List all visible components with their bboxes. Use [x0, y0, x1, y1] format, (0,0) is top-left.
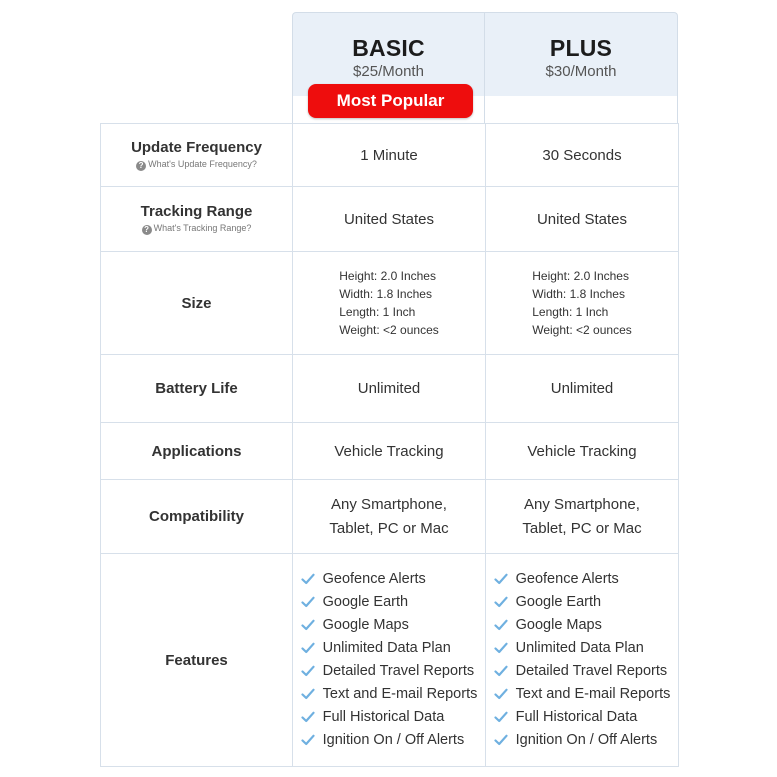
feature-item	[301, 729, 478, 752]
row-label-update-frequency	[101, 124, 293, 187]
feature-label: Text and E-mail Reports	[515, 686, 671, 702]
plan-price-basic: $25/Month	[353, 63, 424, 80]
feature-label: Ignition On / Off Alerts	[515, 732, 658, 748]
size-line: Length: 1 Inch	[339, 305, 416, 319]
size-line: Height: 2.0 Inches	[532, 269, 629, 283]
comparison-table	[100, 123, 679, 767]
help-link-update-frequency[interactable]	[101, 159, 292, 171]
table-row-compatibility	[101, 480, 679, 554]
help-link-text[interactable]: What's Update Frequency?	[148, 159, 257, 169]
feature-label: Unlimited Data Plan	[515, 640, 644, 656]
row-label-text: Update Frequency	[131, 139, 262, 156]
feature-item	[301, 614, 478, 637]
size-list-basic	[339, 267, 439, 339]
cell-basic-size	[293, 252, 486, 355]
cell-plus-size	[486, 252, 679, 355]
cell-basic-applications: Vehicle Tracking	[293, 423, 486, 480]
cell-plus-update-frequency: 30 Seconds	[486, 124, 679, 187]
cell-plus-features	[486, 554, 679, 767]
table-row-update-frequency	[101, 124, 679, 187]
compatibility-line: Tablet, PC or Mac	[329, 519, 449, 537]
help-link-text[interactable]: What's Tracking Range?	[153, 223, 252, 233]
feature-item	[301, 637, 478, 660]
feature-item	[301, 683, 478, 706]
row-label-size: Size	[101, 252, 293, 355]
feature-item	[494, 683, 671, 706]
plan-name-basic: BASIC	[352, 35, 425, 61]
row-label-applications: Applications	[101, 423, 293, 480]
size-line: Width: 1.8 Inches	[532, 287, 625, 301]
checkmark-icon	[494, 665, 508, 677]
help-link-tracking-range[interactable]	[101, 223, 292, 235]
cell-plus-compatibility	[486, 480, 679, 554]
feature-item	[301, 568, 478, 591]
feature-item	[494, 660, 671, 683]
checkmark-icon	[301, 734, 315, 746]
feature-item	[494, 729, 671, 752]
table-row-battery-life	[101, 355, 679, 423]
feature-list-basic	[301, 568, 478, 752]
cell-basic-features	[293, 554, 486, 767]
checkmark-icon	[494, 573, 508, 585]
table-row-tracking-range	[101, 187, 679, 252]
table-row-applications	[101, 423, 679, 480]
checkmark-icon	[301, 665, 315, 677]
row-label-battery-life: Battery Life	[101, 355, 293, 423]
feature-label: Unlimited Data Plan	[322, 640, 451, 656]
feature-item	[494, 706, 671, 729]
question-circle-icon: ?	[136, 161, 146, 171]
plan-name-plus: PLUS	[549, 35, 613, 61]
cell-basic-update-frequency: 1 Minute	[293, 124, 486, 187]
size-line: Length: 1 Inch	[532, 305, 609, 319]
feature-label: Google Earth	[515, 594, 602, 610]
plan-price-plus: $30/Month	[545, 63, 617, 80]
cell-basic-battery-life: Unlimited	[293, 355, 486, 423]
row-label-text: Tracking Range	[140, 203, 253, 220]
checkmark-icon	[494, 711, 508, 723]
feature-label: Google Earth	[322, 594, 409, 610]
feature-label: Geofence Alerts	[515, 571, 619, 587]
feature-item	[494, 568, 671, 591]
cell-plus-battery-life: Unlimited	[486, 355, 679, 423]
row-label-tracking-range	[101, 187, 293, 252]
feature-item	[301, 660, 478, 683]
checkmark-icon	[494, 619, 508, 631]
feature-label: Full Historical Data	[322, 709, 445, 725]
feature-item	[494, 637, 671, 660]
feature-label: Detailed Travel Reports	[515, 663, 668, 679]
feature-item	[494, 614, 671, 637]
feature-label: Ignition On / Off Alerts	[322, 732, 465, 748]
cell-plus-applications: Vehicle Tracking	[486, 423, 679, 480]
cell-basic-compatibility	[293, 480, 486, 554]
feature-item	[301, 706, 478, 729]
checkmark-icon	[494, 734, 508, 746]
table-row-size	[101, 252, 679, 355]
checkmark-icon	[494, 642, 508, 654]
question-circle-icon: ?	[142, 225, 152, 235]
checkmark-icon	[301, 619, 315, 631]
checkmark-icon	[494, 596, 508, 608]
badge-strip-plus	[485, 96, 678, 124]
most-popular-badge: Most Popular	[308, 84, 473, 118]
table-row-features	[101, 554, 679, 767]
checkmark-icon	[301, 688, 315, 700]
row-label-compatibility: Compatibility	[101, 480, 293, 554]
checkmark-icon	[301, 596, 315, 608]
compatibility-line: Any Smartphone,	[524, 495, 640, 513]
cell-basic-tracking-range: United States	[293, 187, 486, 252]
checkmark-icon	[494, 688, 508, 700]
size-list-plus	[532, 267, 632, 339]
feature-item	[494, 591, 671, 614]
feature-label: Text and E-mail Reports	[322, 686, 478, 702]
feature-list-plus	[494, 568, 671, 752]
size-line: Weight: <2 ounces	[339, 323, 439, 337]
size-line: Weight: <2 ounces	[532, 323, 632, 337]
size-line: Width: 1.8 Inches	[339, 287, 432, 301]
compatibility-line: Tablet, PC or Mac	[522, 519, 642, 537]
feature-label: Google Maps	[515, 617, 602, 633]
plan-header-plus	[485, 12, 678, 96]
row-label-features: Features	[101, 554, 293, 767]
checkmark-icon	[301, 642, 315, 654]
checkmark-icon	[301, 573, 315, 585]
size-line: Height: 2.0 Inches	[339, 269, 436, 283]
compatibility-line: Any Smartphone,	[331, 495, 447, 513]
cell-plus-tracking-range: United States	[486, 187, 679, 252]
feature-label: Detailed Travel Reports	[322, 663, 475, 679]
feature-label: Google Maps	[322, 617, 409, 633]
checkmark-icon	[301, 711, 315, 723]
feature-item	[301, 591, 478, 614]
feature-label: Full Historical Data	[515, 709, 638, 725]
feature-label: Geofence Alerts	[322, 571, 426, 587]
